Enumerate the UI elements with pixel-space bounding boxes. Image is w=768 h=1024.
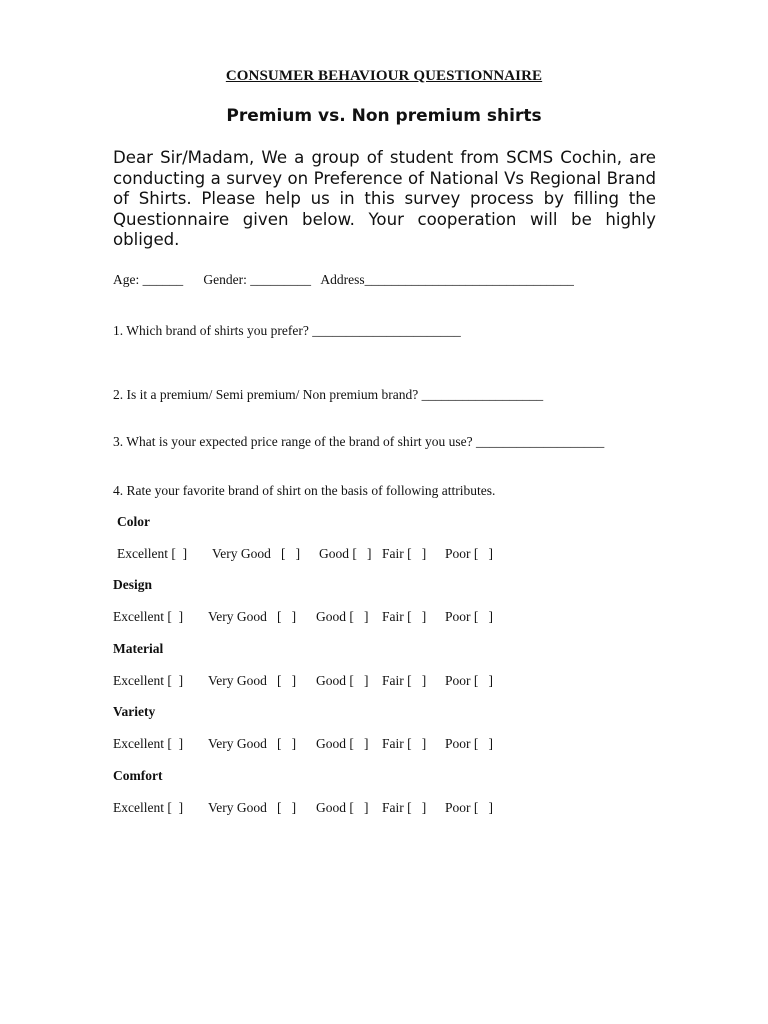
rating-poor[interactable]: Poor [ ] (445, 609, 493, 624)
rating-good[interactable]: Good [ ] (316, 609, 369, 624)
rating-fair[interactable]: Fair [ ] (382, 673, 427, 688)
rating-row-comfort (113, 800, 493, 912)
rating-poor[interactable]: Poor [ ] (445, 800, 493, 815)
attribute-label-design: Design (113, 577, 153, 592)
rating-excellent[interactable]: Excellent [ ] (113, 609, 184, 624)
rating-fair[interactable]: Fair [ ] (382, 609, 427, 624)
question-1: 1. Which brand of shirts you prefer? ______________________ (113, 323, 461, 338)
rating-very-good[interactable]: Very Good [ ] (208, 609, 297, 624)
rating-very-good[interactable]: Very Good [ ] (208, 736, 297, 751)
rating-fair[interactable]: Fair [ ] (382, 800, 427, 815)
attribute-label-color: Color (117, 514, 150, 529)
rating-poor[interactable]: Poor [ ] (445, 673, 493, 688)
rating-excellent[interactable]: Excellent [ ] (117, 546, 188, 561)
document-subtitle: Premium vs. Non premium shirts (226, 106, 542, 126)
rating-very-good[interactable]: Very Good [ ] (212, 546, 301, 561)
attribute-label-comfort: Comfort (113, 768, 163, 783)
personal-details-line: Age: ______ Gender: _________ Address_______________________________ (113, 272, 574, 287)
question-4: 4. Rate your favorite brand of shirt on the basis of following attributes. (113, 483, 496, 498)
question-2: 2. Is it a premium/ Semi premium/ Non premium brand? __________________ (113, 387, 544, 402)
rating-good[interactable]: Good [ ] (319, 546, 372, 561)
rating-poor[interactable]: Poor [ ] (445, 736, 493, 751)
document-title: CONSUMER BEHAVIOUR QUESTIONNAIRE (225, 68, 543, 84)
rating-good[interactable]: Good [ ] (316, 673, 369, 688)
rating-fair[interactable]: Fair [ ] (382, 736, 427, 751)
rating-very-good[interactable]: Very Good [ ] (208, 673, 297, 688)
question-3: 3. What is your expected price range of the brand of shirt you use? ___________________ (113, 434, 605, 449)
rating-poor[interactable]: Poor [ ] (445, 546, 493, 561)
rating-excellent[interactable]: Excellent [ ] (113, 736, 184, 751)
rating-very-good[interactable]: Very Good [ ] (208, 800, 297, 815)
rating-excellent[interactable]: Excellent [ ] (113, 673, 184, 688)
intro-paragraph: Dear Sir/Madam, We a group of student from SCMS Cochin, are conducting a survey on Preference of National Vs Regional Brand of Shirts. Please help us in this survey process by filling the Questionnaire given below. Your cooperation will be highly obliged. (113, 148, 656, 250)
rating-good[interactable]: Good [ ] (316, 800, 369, 815)
attribute-label-variety: Variety (113, 704, 156, 719)
attribute-label-material: Material (113, 641, 164, 656)
rating-excellent[interactable]: Excellent [ ] (113, 800, 184, 815)
rating-fair[interactable]: Fair [ ] (382, 546, 427, 561)
rating-good[interactable]: Good [ ] (316, 736, 369, 751)
